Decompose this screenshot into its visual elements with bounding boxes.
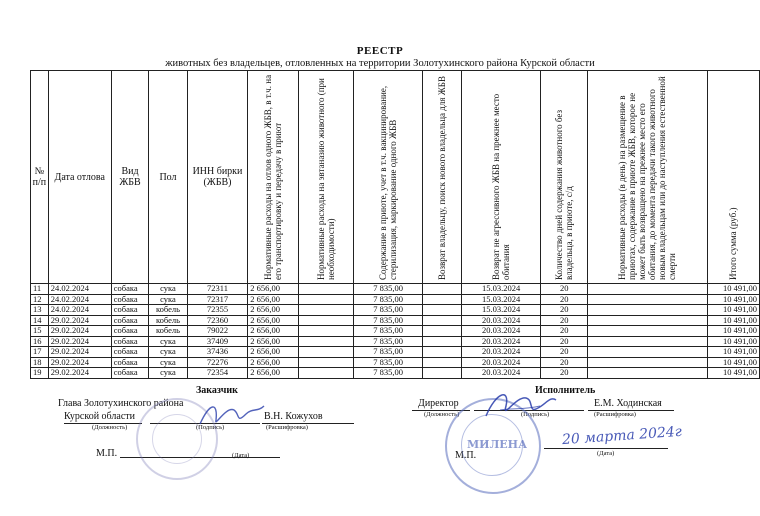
cell-catch: 2 656,00 [248, 284, 298, 295]
cell-keep: 7 835,00 [354, 315, 423, 326]
cell-tag: 72355 [187, 305, 248, 316]
cell-kind: собака [111, 294, 149, 305]
cell-euth [298, 305, 353, 316]
cell-number: 13 [31, 305, 49, 316]
cell-sex: кобель [149, 305, 187, 316]
cell-tag: 79022 [187, 326, 248, 337]
cell-euth [298, 315, 353, 326]
cell-tag: 72311 [187, 284, 248, 295]
contractor-handwritten-date: 20 марта 2024г [561, 423, 683, 449]
cell-return: 15.03.2024 [462, 284, 541, 295]
cell-catch: 2 656,00 [248, 368, 298, 379]
contractor-caption-signature: (Подпись) [521, 411, 550, 418]
cell-euth [298, 326, 353, 337]
cell-owner [423, 284, 462, 295]
cell-number: 17 [31, 347, 49, 358]
contractor-stamp-text: МИЛЕНА [467, 438, 528, 451]
cell-catch: 2 656,00 [248, 357, 298, 368]
contractor-caption-decoding: (Расшифровка) [594, 411, 636, 418]
cell-kind: собака [111, 336, 149, 347]
cell-keep: 7 835,00 [354, 305, 423, 316]
col-days: Количество дней содержания животного без владельца, в приюте, с/д [541, 71, 588, 284]
cell-sex: кобель [149, 315, 187, 326]
cell-daily [588, 305, 707, 316]
cell-owner [423, 294, 462, 305]
cell-catch: 2 656,00 [248, 315, 298, 326]
cell-total: 10 491,00 [707, 315, 759, 326]
contractor-caption-position: (Должность) [424, 411, 460, 418]
cell-catch: 2 656,00 [248, 294, 298, 305]
cell-date: 24.02.2024 [48, 284, 111, 295]
cell-total: 10 491,00 [707, 368, 759, 379]
cell-keep: 7 835,00 [354, 294, 423, 305]
cell-kind: собака [111, 368, 149, 379]
cell-daily [588, 336, 707, 347]
cell-number: 11 [31, 284, 49, 295]
table-row [31, 357, 760, 368]
cell-kind: собака [111, 315, 149, 326]
cell-sex: сука [149, 336, 187, 347]
table-row [31, 315, 760, 326]
cell-owner [423, 357, 462, 368]
cell-kind: собака [111, 357, 149, 368]
cell-date: 29.02.2024 [48, 368, 111, 379]
table-header-row [31, 71, 760, 284]
cell-number: 18 [31, 357, 49, 368]
customer-caption-position: (Должность) [92, 424, 128, 431]
cell-euth [298, 294, 353, 305]
col-euthanasia-cost: Нормативные расходы на эвтаназию животного (при необходимости) [298, 71, 353, 284]
cell-daily [588, 284, 707, 295]
cell-date: 29.02.2024 [48, 336, 111, 347]
table-row [31, 326, 760, 337]
cell-keep: 7 835,00 [354, 347, 423, 358]
cell-days: 20 [541, 336, 588, 347]
contractor-signature-icon [480, 386, 560, 426]
customer-position-line1: Глава Золотухинского района [58, 398, 184, 409]
table-row [31, 336, 760, 347]
col-kind: Вид ЖБВ [111, 71, 149, 284]
cell-tag: 37436 [187, 347, 248, 358]
cell-total: 10 491,00 [707, 305, 759, 316]
contractor-caption-date: (Дата) [597, 450, 615, 457]
cell-sex: сука [149, 357, 187, 368]
col-catch-cost: Нормативные расходы на отлов одного ЖБВ, в т.ч. на его транспортировку и передачу в приют [248, 71, 298, 284]
cell-days: 20 [541, 347, 588, 358]
cell-catch: 2 656,00 [248, 326, 298, 337]
cell-daily [588, 357, 707, 368]
cell-kind: собака [111, 284, 149, 295]
customer-signature-icon [196, 398, 268, 430]
col-daily-cost: Нормативные расходы (в день) на размещение в приютах, содержание в приюте ЖБВ, которое не может быть возвращено на прежнее место его обитания, до момента передачи такого животного новым владельцам или до наступления естественной смерти [588, 71, 707, 284]
cell-days: 20 [541, 305, 588, 316]
cell-tag: 72354 [187, 368, 248, 379]
cell-euth [298, 368, 353, 379]
cell-keep: 7 835,00 [354, 357, 423, 368]
cell-kind: собака [111, 347, 149, 358]
cell-owner [423, 326, 462, 337]
customer-mp: М.П. [96, 448, 118, 459]
cell-number: 15 [31, 326, 49, 337]
col-sex: Пол [149, 71, 187, 284]
cell-owner [423, 336, 462, 347]
col-date: Дата отлова [48, 71, 111, 284]
contractor-mp: М.П. [455, 450, 477, 461]
col-keeping-cost: Содержание в приюте, учет в т.ч. вакцинирование, стерилизация, маркирование одного ЖБВ [354, 71, 423, 284]
cell-total: 10 491,00 [707, 336, 759, 347]
cell-kind: собака [111, 305, 149, 316]
document-title: РЕЕСТР [356, 45, 404, 57]
col-tag: ИНН бирки (ЖБВ) [187, 71, 248, 284]
table-row [31, 294, 760, 305]
cell-daily [588, 326, 707, 337]
customer-name: В.Н. Кожухов [264, 411, 323, 422]
cell-total: 10 491,00 [707, 294, 759, 305]
cell-sex: сука [149, 284, 187, 295]
cell-number: 19 [31, 368, 49, 379]
cell-total: 10 491,00 [707, 326, 759, 337]
registry-table [30, 70, 760, 379]
col-return-habitat: Возврат не агрессивного ЖБВ на прежнее место обитания [462, 71, 541, 284]
cell-tag: 72317 [187, 294, 248, 305]
cell-date: 24.02.2024 [48, 305, 111, 316]
cell-owner [423, 347, 462, 358]
cell-daily [588, 347, 707, 358]
cell-days: 20 [541, 315, 588, 326]
cell-euth [298, 357, 353, 368]
cell-keep: 7 835,00 [354, 368, 423, 379]
customer-caption-signature: (Подпись) [196, 424, 225, 431]
cell-number: 14 [31, 315, 49, 326]
cell-days: 20 [541, 357, 588, 368]
cell-days: 20 [541, 284, 588, 295]
contractor-name: Е.М. Ходинская [594, 398, 662, 409]
cell-keep: 7 835,00 [354, 336, 423, 347]
cell-return: 20.03.2024 [462, 357, 541, 368]
cell-owner [423, 368, 462, 379]
cell-return: 20.03.2024 [462, 347, 541, 358]
cell-date: 29.02.2024 [48, 315, 111, 326]
cell-return: 20.03.2024 [462, 336, 541, 347]
cell-catch: 2 656,00 [248, 336, 298, 347]
cell-euth [298, 284, 353, 295]
cell-return: 20.03.2024 [462, 326, 541, 337]
cell-total: 10 491,00 [707, 357, 759, 368]
customer-position-line2: Курской области [64, 411, 135, 422]
customer-caption-date: (Дата) [232, 452, 250, 459]
col-return-owner: Возврат владельцу, поиск нового владельца для ЖБВ [423, 71, 462, 284]
cell-euth [298, 347, 353, 358]
cell-daily [588, 368, 707, 379]
table-row [31, 284, 760, 295]
cell-date: 24.02.2024 [48, 294, 111, 305]
cell-catch: 2 656,00 [248, 347, 298, 358]
contractor-heading: Исполнитель [535, 385, 596, 396]
cell-number: 16 [31, 336, 49, 347]
cell-sex: кобель [149, 326, 187, 337]
customer-heading: Заказчик [196, 385, 238, 396]
cell-sex: сука [149, 347, 187, 358]
cell-euth [298, 336, 353, 347]
cell-date: 29.02.2024 [48, 357, 111, 368]
cell-days: 20 [541, 368, 588, 379]
cell-date: 29.02.2024 [48, 347, 111, 358]
cell-tag: 37409 [187, 336, 248, 347]
cell-return: 20.03.2024 [462, 368, 541, 379]
table-row [31, 347, 760, 358]
cell-total: 10 491,00 [707, 347, 759, 358]
cell-return: 20.03.2024 [462, 315, 541, 326]
cell-catch: 2 656,00 [248, 305, 298, 316]
col-total: Итого сумма (руб.) [707, 71, 759, 284]
cell-tag: 72360 [187, 315, 248, 326]
cell-owner [423, 305, 462, 316]
cell-return: 15.03.2024 [462, 294, 541, 305]
table-row [31, 305, 760, 316]
cell-tag: 72276 [187, 357, 248, 368]
contractor-position: Директор [418, 398, 459, 409]
cell-daily [588, 294, 707, 305]
cell-owner [423, 315, 462, 326]
cell-keep: 7 835,00 [354, 326, 423, 337]
cell-keep: 7 835,00 [354, 284, 423, 295]
table-row [31, 368, 760, 379]
cell-sex: сука [149, 294, 187, 305]
cell-number: 12 [31, 294, 49, 305]
col-number: № п/п [31, 71, 49, 284]
cell-total: 10 491,00 [707, 284, 759, 295]
cell-date: 29.02.2024 [48, 326, 111, 337]
cell-kind: собака [111, 326, 149, 337]
cell-daily [588, 315, 707, 326]
cell-days: 20 [541, 294, 588, 305]
cell-sex: сука [149, 368, 187, 379]
document-subtitle: животных без владельцев, отловленных на территории Золотухинского района Курской области [165, 58, 595, 69]
customer-caption-decoding: (Расшифровка) [266, 424, 308, 431]
cell-return: 15.03.2024 [462, 305, 541, 316]
cell-days: 20 [541, 326, 588, 337]
